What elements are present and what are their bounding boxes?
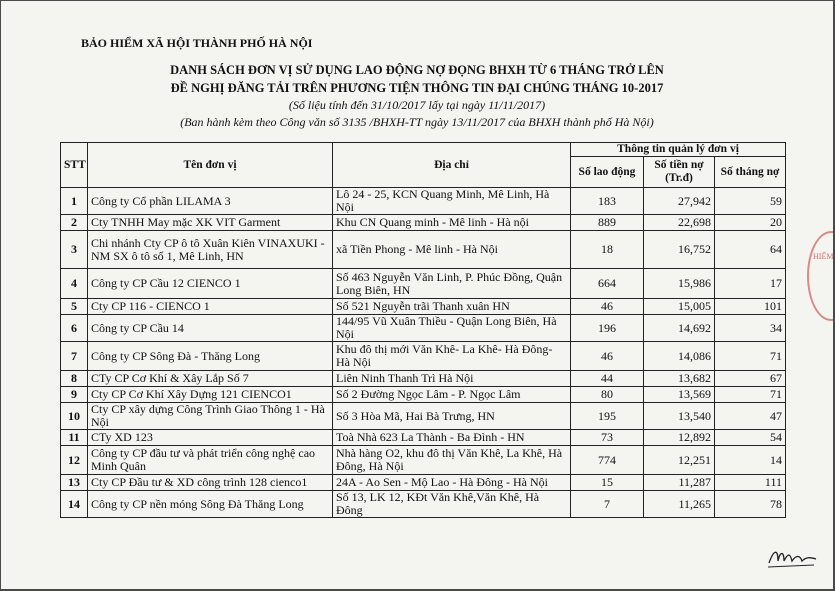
cell-unit-name: Công ty Cổ phần LILAMA 3 (88, 188, 333, 215)
cell-stt: 2 (61, 215, 88, 231)
table-row (61, 371, 786, 387)
cell-stt: 7 (61, 342, 88, 371)
table-row (61, 491, 786, 518)
cell-stt: 10 (61, 403, 88, 430)
cell-unit-name: Công ty CP Cầu 12 CIENCO 1 (88, 269, 333, 299)
cell-debt: 15,986 (644, 269, 715, 299)
cell-workers: 18 (571, 231, 644, 269)
table-row (61, 430, 786, 446)
cell-unit-name: Chi nhánh Cty CP ô tô Xuân Kiên VINAXUKI - NM SX ô tô số 1, Mê Linh, HN (88, 231, 333, 269)
cell-months: 17 (715, 269, 786, 299)
document-title-line-2: ĐỀ NGHỊ ĐĂNG TẢI TRÊN PHƯƠNG TIỆN THÔNG TIN ĐẠI CHÚNG THÁNG 10-2017 (170, 81, 664, 95)
cell-stt: 8 (61, 371, 88, 387)
cell-stt: 3 (61, 231, 88, 269)
cell-address: 144/95 Vũ Xuân Thiều - Quận Long Biên, Hà Nội (333, 315, 571, 342)
cell-debt: 16,752 (644, 231, 715, 269)
cell-months: 71 (715, 342, 786, 371)
table-row (61, 188, 786, 215)
cell-workers: 73 (571, 430, 644, 446)
cell-months: 14 (715, 446, 786, 475)
cell-unit-name: Công ty CP nền móng Sông Đà Thăng Long (88, 491, 333, 518)
cell-workers: 195 (571, 403, 644, 430)
document-title-line-1: DANH SÁCH ĐƠN VỊ SỬ DỤNG LAO ĐỘNG NỢ ĐỌNG BHXH TỪ 6 THÁNG TRỞ LÊN (170, 63, 664, 77)
col-header-months: Số tháng nợ (715, 157, 786, 188)
cell-workers: 196 (571, 315, 644, 342)
cell-debt: 13,682 (644, 371, 715, 387)
col-header-unit-name: Tên đơn vị (88, 143, 333, 188)
table-row (61, 475, 786, 491)
col-header-debt: Số tiền nợ (Tr.đ) (644, 157, 715, 188)
cell-address: xã Tiền Phong - Mê linh - Hà Nội (333, 231, 571, 269)
cell-unit-name: Công ty CP Sông Đà - Thăng Long (88, 342, 333, 371)
cell-unit-name: CTy XD 123 (88, 430, 333, 446)
cell-address: 24A - Ao Sen - Mộ Lao - Hà Đông - Hà Nội (333, 475, 571, 491)
cell-workers: 664 (571, 269, 644, 299)
cell-address: Số 3 Hòa Mã, Hai Bà Trưng, HN (333, 403, 571, 430)
cell-workers: 46 (571, 299, 644, 315)
table-row (61, 231, 786, 269)
cell-address: Số 463 Nguyễn Văn Linh, P. Phúc Đồng, Quận Long Biên, HN (333, 269, 571, 299)
cell-debt: 12,251 (644, 446, 715, 475)
cell-debt: 22,698 (644, 215, 715, 231)
cell-stt: 1 (61, 188, 88, 215)
cell-stt: 4 (61, 269, 88, 299)
cell-unit-name: Cty TNHH May mặc XK VIT Garment (88, 215, 333, 231)
cell-workers: 889 (571, 215, 644, 231)
cell-debt: 11,265 (644, 491, 715, 518)
cell-stt: 12 (61, 446, 88, 475)
cell-stt: 9 (61, 387, 88, 403)
cell-months: 78 (715, 491, 786, 518)
col-header-workers: Số lao động (571, 157, 644, 188)
cell-debt: 15,005 (644, 299, 715, 315)
col-header-group: Thông tin quản lý đơn vị (571, 143, 786, 157)
organization-name: BẢO HIỂM XÃ HỘI THÀNH PHỐ HÀ NỘI (81, 36, 313, 50)
cell-address: Nhà hàng O2, khu đô thị Văn Khê, La Khê, Hà Đông, Hà Nội (333, 446, 571, 475)
cell-address: Liên Ninh Thanh Trì Hà Nội (333, 371, 571, 387)
cell-months: 47 (715, 403, 786, 430)
cell-stt: 5 (61, 299, 88, 315)
debt-table (60, 142, 786, 518)
cell-workers: 80 (571, 387, 644, 403)
cell-address: Toà Nhà 623 La Thành - Ba Đình - HN (333, 430, 571, 446)
cell-workers: 183 (571, 188, 644, 215)
cell-workers: 774 (571, 446, 644, 475)
cell-months: 54 (715, 430, 786, 446)
cell-address: Khu CN Quang minh - Mê linh - Hà nội (333, 215, 571, 231)
cell-unit-name: Cty CP Đầu tư & XD công trình 128 cienco1 (88, 475, 333, 491)
table-row (61, 342, 786, 371)
handwritten-signature (766, 543, 818, 571)
cell-unit-name: CTy CP Cơ Khí & Xây Lắp Số 7 (88, 371, 333, 387)
cell-address: Số 521 Nguyễn trãi Thanh xuân HN (333, 299, 571, 315)
cell-months: 34 (715, 315, 786, 342)
cell-workers: 15 (571, 475, 644, 491)
cell-unit-name: Công ty CP đầu tư và phát triển công nghệ cao Minh Quân (88, 446, 333, 475)
cell-debt: 14,692 (644, 315, 715, 342)
cell-debt: 11,287 (644, 475, 715, 491)
document-page (1, 1, 833, 589)
table-row (61, 299, 786, 315)
cell-stt: 13 (61, 475, 88, 491)
cell-stt: 11 (61, 430, 88, 446)
cell-debt: 12,892 (644, 430, 715, 446)
cell-workers: 46 (571, 342, 644, 371)
cell-unit-name: Cty CP 116 - CIENCO 1 (88, 299, 333, 315)
cell-stt: 14 (61, 491, 88, 518)
table-row (61, 269, 786, 299)
cell-months: 71 (715, 387, 786, 403)
cell-debt: 27,942 (644, 188, 715, 215)
cell-stt: 6 (61, 315, 88, 342)
cell-address: Khu đô thị mới Văn Khê- La Khê- Hà Đông- Hà Nội (333, 342, 571, 371)
cell-months: 101 (715, 299, 786, 315)
issuance-note: (Ban hành kèm theo Công văn số 3135 /BHXH-TT ngày 13/11/2017 của BHXH thành phố Hà Nội) (180, 115, 654, 129)
cell-workers: 44 (571, 371, 644, 387)
cell-address: Số 2 Đường Ngọc Lâm - P. Ngọc Lâm (333, 387, 571, 403)
col-header-address: Địa chỉ (333, 143, 571, 188)
table-row (61, 215, 786, 231)
cell-months: 59 (715, 188, 786, 215)
data-note: (Số liệu tính đến 31/10/2017 lấy tại ngày 11/11/2017) (288, 98, 546, 112)
cell-months: 64 (715, 231, 786, 269)
cell-debt: 13,540 (644, 403, 715, 430)
cell-debt: 13,569 (644, 387, 715, 403)
cell-months: 111 (715, 475, 786, 491)
table-row (61, 403, 786, 430)
cell-address: Số 13, LK 12, KĐt Văn Khê,Văn Khê, Hà Đông (333, 491, 571, 518)
table-row (61, 315, 786, 342)
cell-unit-name: Công ty CP Cầu 14 (88, 315, 333, 342)
cell-unit-name: Cty CP xây dựng Công Trình Giao Thông 1 - Hà Nội (88, 403, 333, 430)
cell-address: Lô 24 - 25, KCN Quang Minh, Mê Linh, Hà Nội (333, 188, 571, 215)
red-stamp: HIỂM (807, 231, 833, 321)
cell-unit-name: Cty CP Cơ Khí Xây Dựng 121 CIENCO1 (88, 387, 333, 403)
table-row (61, 387, 786, 403)
cell-months: 67 (715, 371, 786, 387)
cell-months: 20 (715, 215, 786, 231)
col-header-stt: STT (61, 143, 88, 188)
cell-debt: 14,086 (644, 342, 715, 371)
cell-workers: 7 (571, 491, 644, 518)
table-row (61, 446, 786, 475)
